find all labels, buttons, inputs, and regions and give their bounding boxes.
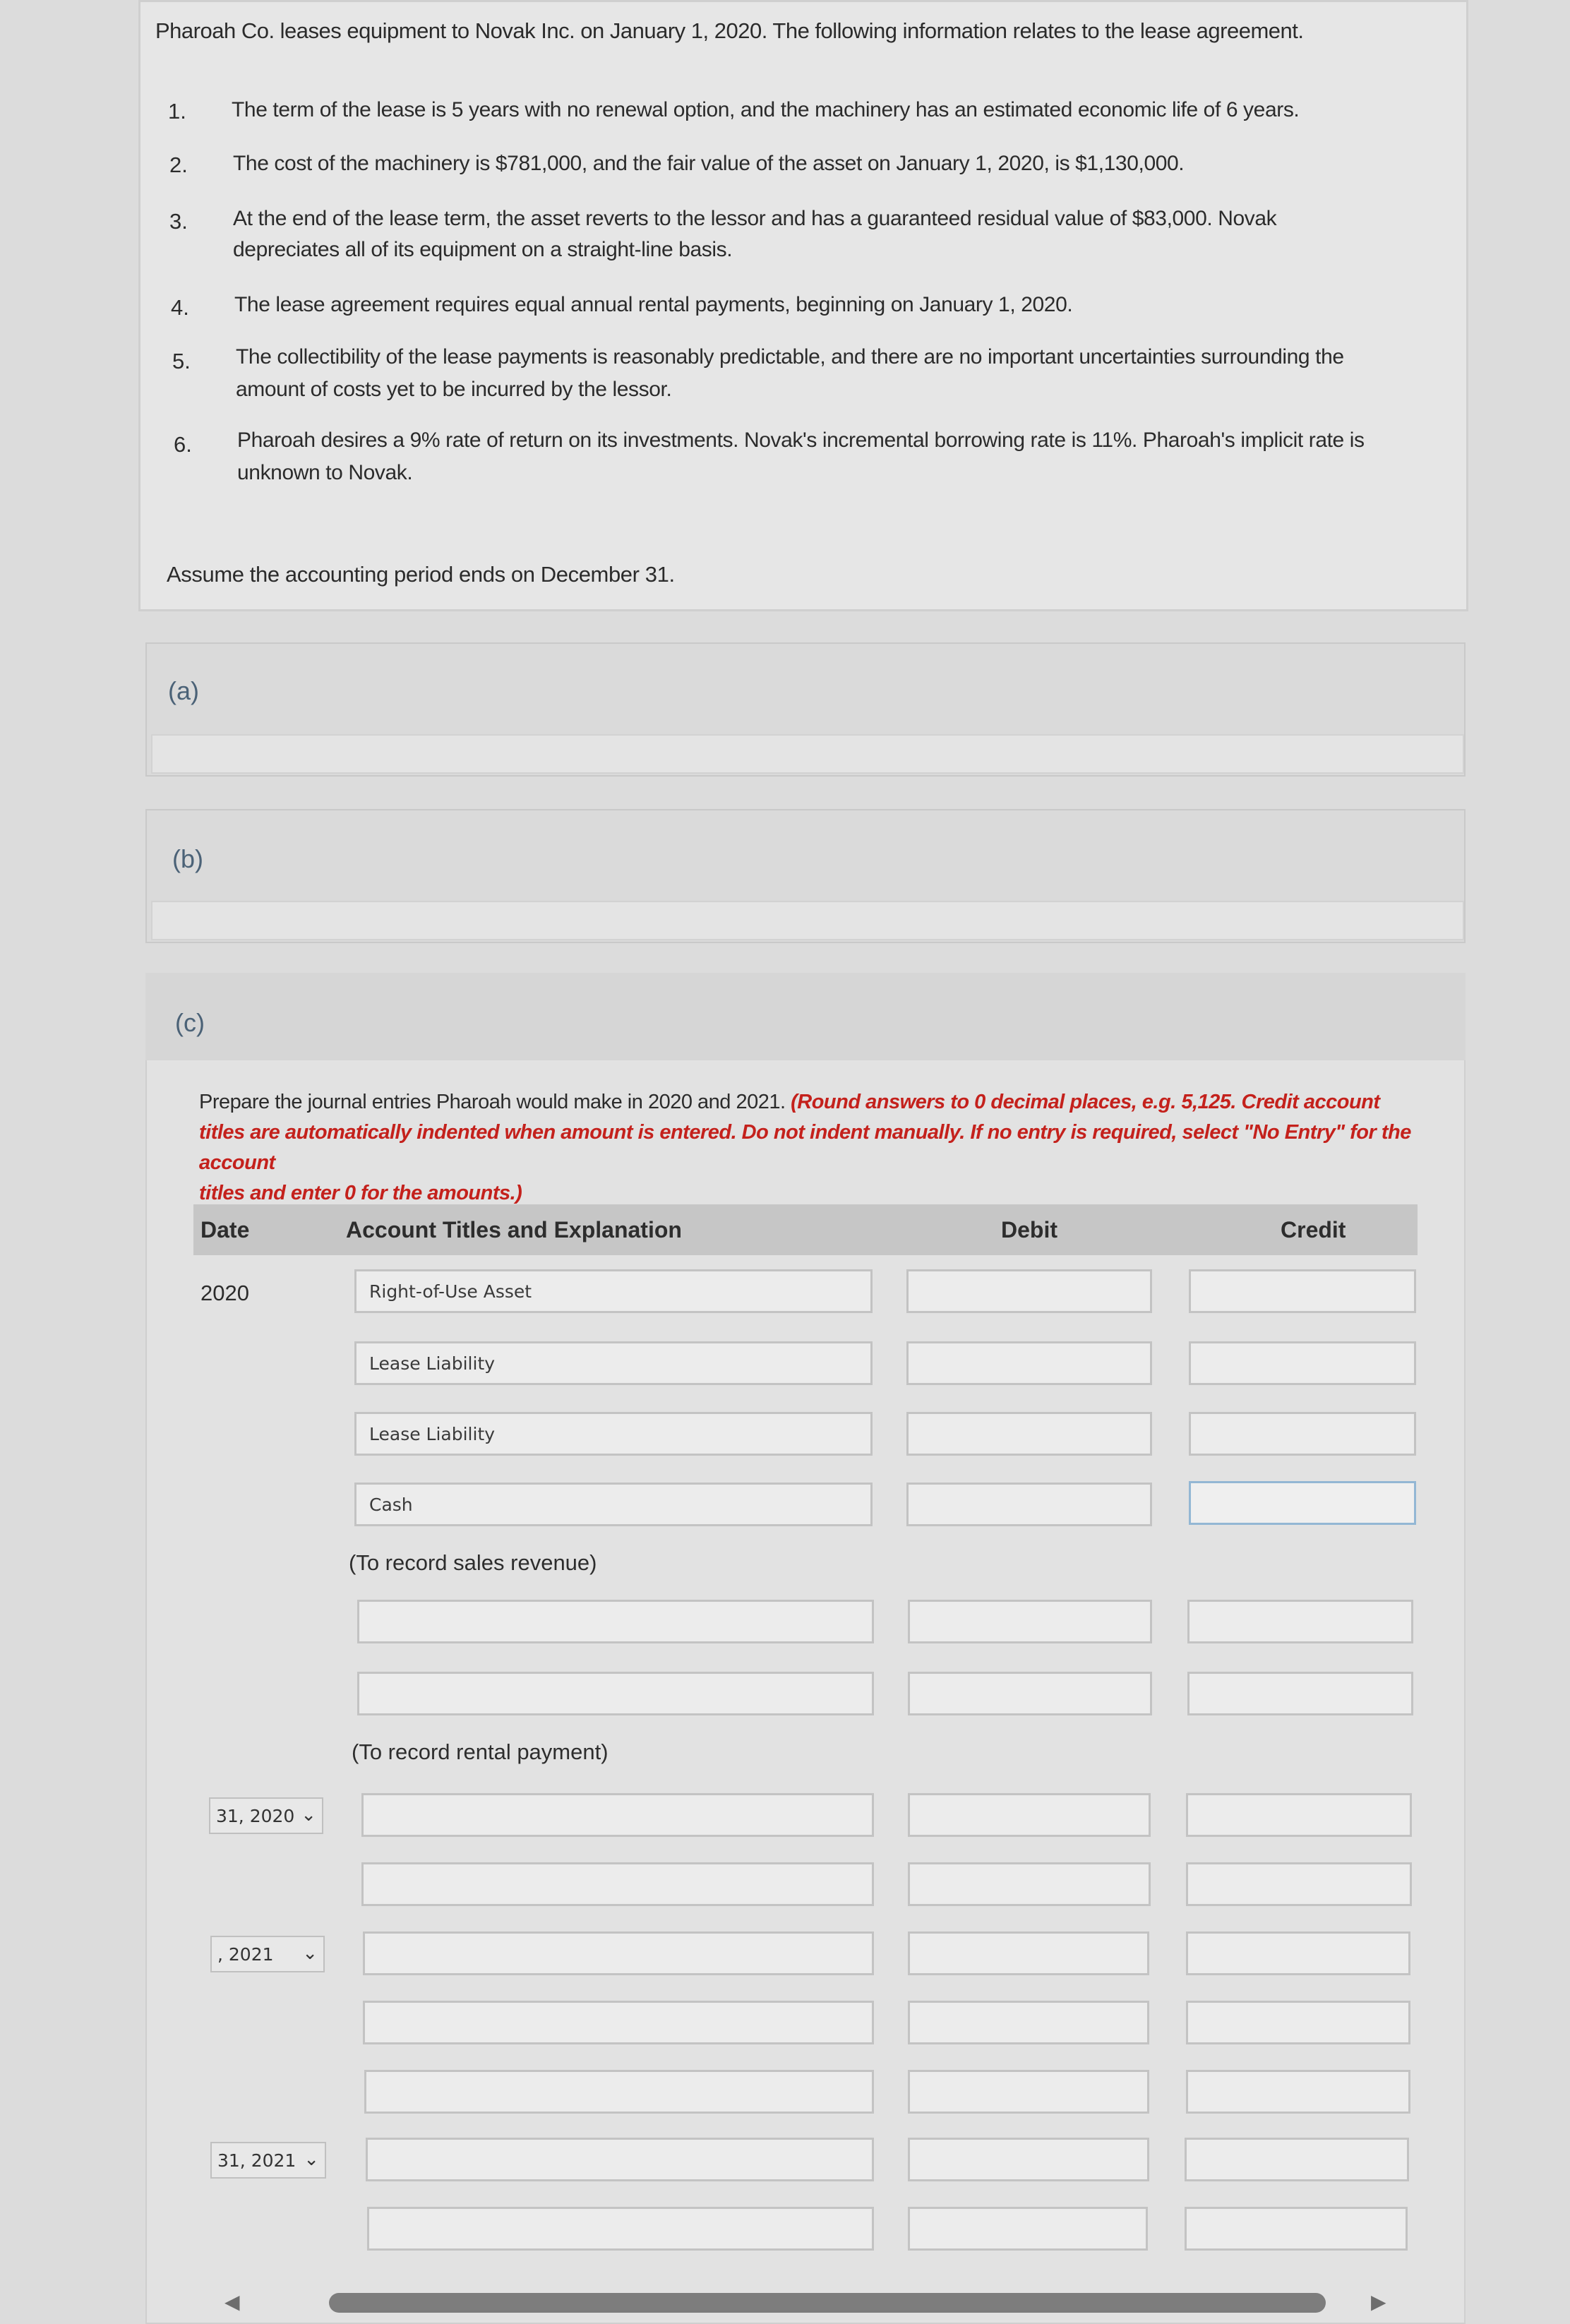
part-a-strip <box>151 734 1464 774</box>
debit-field[interactable] <box>906 1412 1152 1456</box>
instructions-main: Prepare the journal entries Pharoah would make in 2020 and 2021. <box>199 1091 791 1113</box>
credit-field[interactable] <box>1186 1931 1410 1975</box>
scroll-left-icon[interactable]: ◀ <box>224 2291 240 2313</box>
credit-field-active[interactable] <box>1189 1481 1416 1525</box>
instructions-no-entry: titles and enter 0 for the amounts.) <box>199 1182 522 1204</box>
entry-note: (To record sales revenue) <box>349 1550 597 1575</box>
date-dropdown-value: 31, 2021 <box>217 2150 296 2171</box>
debit-field[interactable] <box>908 2138 1149 2181</box>
credit-field[interactable] <box>1185 2138 1409 2181</box>
debit-field[interactable] <box>908 1862 1151 1906</box>
debit-field[interactable] <box>908 1931 1149 1975</box>
account-field[interactable] <box>361 1793 874 1837</box>
header-account: Account Titles and Explanation <box>346 1217 682 1242</box>
part-c-header <box>145 973 1466 1060</box>
item-text: depreciates all of its equipment on a straight-line basis. <box>233 238 733 261</box>
item-text: At the end of the lease term, the asset reverts to the lessor and has a guaranteed residual value of $83,000. Novak <box>233 207 1277 230</box>
date-dropdown-value: 31, 2020 <box>216 1806 295 1826</box>
date-dropdown[interactable] <box>210 2142 326 2179</box>
item-text: unknown to Novak. <box>237 461 413 484</box>
part-b-label: (b) <box>172 844 203 873</box>
date-dropdown-value: , 2021 <box>217 1944 274 1965</box>
debit-field[interactable] <box>906 1341 1152 1385</box>
item-number: 6. <box>174 432 192 457</box>
entry-year: 2020 <box>200 1281 249 1305</box>
account-field[interactable] <box>357 1672 874 1715</box>
account-field[interactable]: Lease Liability <box>354 1341 873 1385</box>
credit-field[interactable] <box>1189 1269 1416 1313</box>
assumption-text: Assume the accounting period ends on December 31. <box>167 562 675 587</box>
chevron-down-icon: ⌄ <box>302 1943 318 1964</box>
credit-field[interactable] <box>1186 2001 1410 2044</box>
item-text: The collectibility of the lease payments is reasonably predictable, and there are no important uncertainties surrounding the <box>236 345 1344 369</box>
header-credit: Credit <box>1281 1217 1346 1242</box>
chevron-down-icon: ⌄ <box>301 1804 316 1826</box>
part-a-label: (a) <box>168 676 199 705</box>
item-number: 4. <box>171 295 189 320</box>
account-field[interactable] <box>364 2070 874 2114</box>
item-text: The term of the lease is 5 years with no renewal option, and the machinery has an estimated economic life of 6 years. <box>232 98 1300 121</box>
item-text: amount of costs yet to be incurred by the lessor. <box>236 378 672 401</box>
account-field[interactable] <box>357 1600 874 1643</box>
instructions <box>199 1087 1420 1209</box>
entry-note: (To record rental payment) <box>352 1739 609 1764</box>
debit-field[interactable] <box>908 2070 1149 2114</box>
problem-intro: Pharoah Co. leases equipment to Novak Inc. on January 1, 2020. The following information relates to the lease agreement. <box>155 18 1304 43</box>
account-field[interactable]: Right-of-Use Asset <box>354 1269 873 1313</box>
scroll-right-icon[interactable]: ▶ <box>1371 2291 1386 2313</box>
credit-field[interactable] <box>1187 1672 1413 1715</box>
part-b-strip <box>151 901 1464 940</box>
debit-field[interactable] <box>908 2001 1149 2044</box>
item-text: Pharoah desires a 9% rate of return on its investments. Novak's incremental borrowing rate is 11%. Pharoah's implicit rate is <box>237 429 1365 452</box>
debit-field[interactable] <box>908 1672 1152 1715</box>
credit-field[interactable] <box>1186 1793 1412 1837</box>
account-field[interactable] <box>366 2138 874 2181</box>
item-number: 3. <box>169 209 188 234</box>
item-number: 1. <box>168 99 186 124</box>
debit-field[interactable] <box>906 1269 1152 1313</box>
credit-field[interactable] <box>1185 2207 1408 2251</box>
part-c-label: (c) <box>175 1008 205 1037</box>
debit-field[interactable] <box>906 1483 1152 1526</box>
instructions-indent: titles are automatically indented when amount is entered. Do not indent manually. If no entry is required, select "No Entry" for the account <box>199 1121 1411 1174</box>
item-text: The cost of the machinery is $781,000, and the fair value of the asset on January 1, 2020, is $1,130,000. <box>233 152 1185 175</box>
item-number: 2. <box>169 152 188 177</box>
account-field[interactable] <box>367 2207 874 2251</box>
credit-field[interactable] <box>1186 1862 1412 1906</box>
debit-field[interactable] <box>908 1600 1152 1643</box>
debit-field[interactable] <box>908 1793 1151 1837</box>
account-field[interactable] <box>363 1931 874 1975</box>
account-field[interactable] <box>361 1862 874 1906</box>
date-dropdown[interactable] <box>209 1797 323 1834</box>
header-debit: Debit <box>1001 1217 1057 1242</box>
account-field[interactable]: Cash <box>354 1483 873 1526</box>
chevron-down-icon: ⌄ <box>304 2149 319 2170</box>
header-date: Date <box>200 1217 250 1242</box>
account-field[interactable] <box>363 2001 874 2044</box>
credit-field[interactable] <box>1187 1600 1413 1643</box>
credit-field[interactable] <box>1186 2070 1410 2114</box>
account-field[interactable]: Lease Liability <box>354 1412 873 1456</box>
credit-field[interactable] <box>1189 1341 1416 1385</box>
item-number: 5. <box>172 349 191 373</box>
debit-field[interactable] <box>908 2207 1148 2251</box>
item-text: The lease agreement requires equal annual rental payments, beginning on January 1, 2020. <box>234 293 1073 316</box>
scrollbar-thumb[interactable] <box>329 2293 1326 2313</box>
instructions-rounding: (Round answers to 0 decimal places, e.g. 5,125. Credit account <box>791 1091 1380 1113</box>
date-dropdown[interactable] <box>210 1936 325 1972</box>
credit-field[interactable] <box>1189 1412 1416 1456</box>
